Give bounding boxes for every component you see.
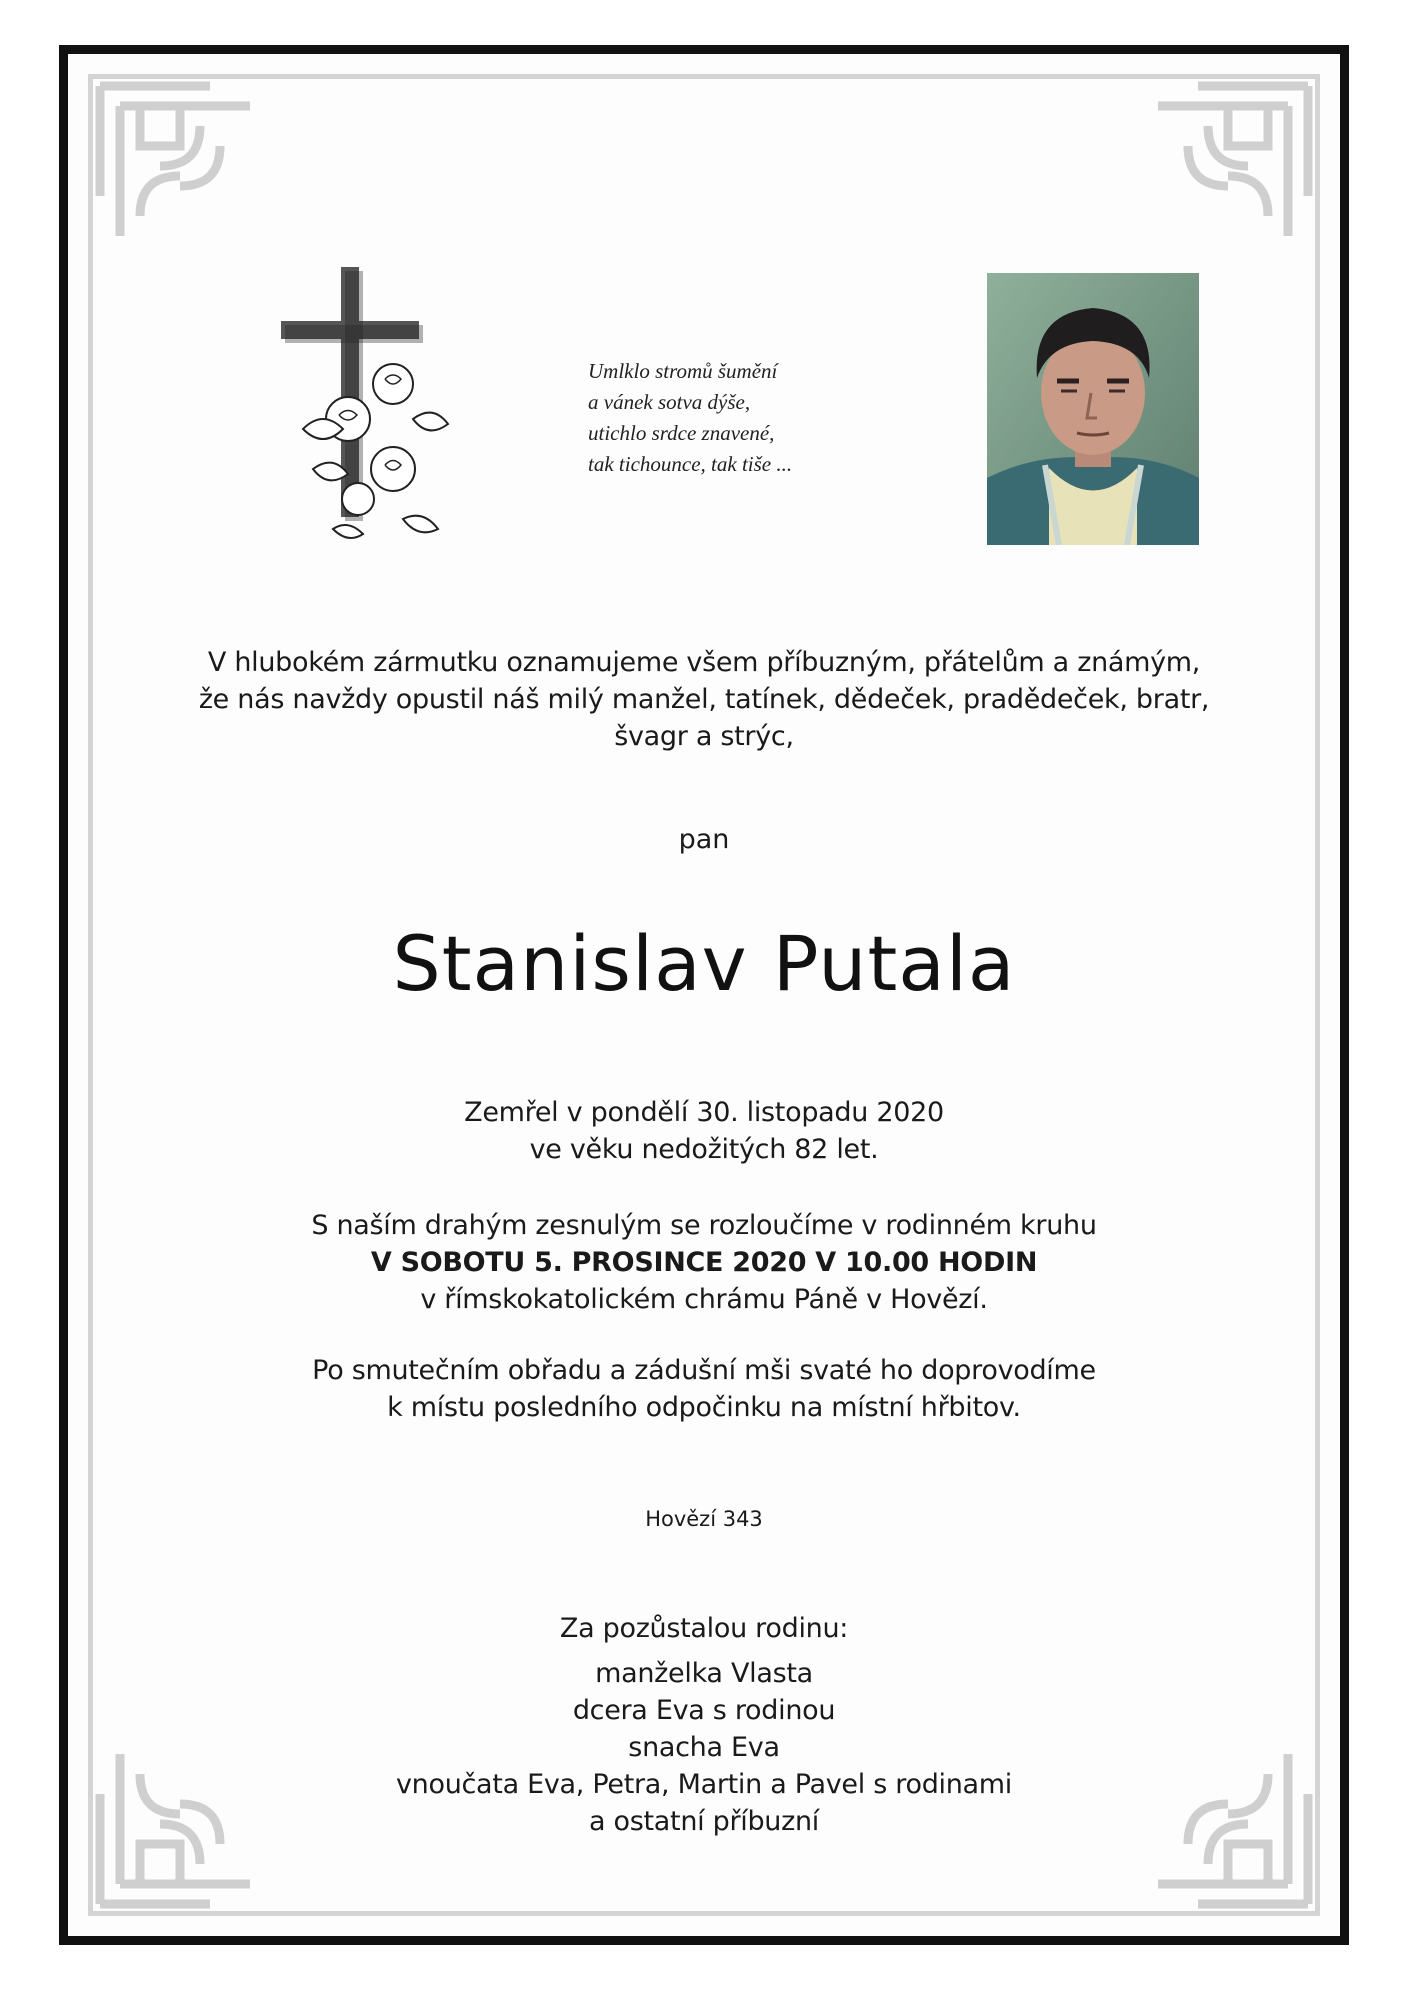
family-member: a ostatní příbuzní xyxy=(588,1806,819,1837)
family-member: vnoučata Eva, Petra, Martin a Pavel s rodinami xyxy=(395,1769,1013,1800)
family-member: snacha Eva xyxy=(628,1732,780,1763)
poem xyxy=(588,356,908,480)
poem-line: Umlklo stromů šumění xyxy=(588,359,778,383)
death-line: ve věku nedožitých 82 let. xyxy=(529,1134,879,1165)
honorific: pan xyxy=(678,824,730,855)
poem-line: utichlo srdce znavené, xyxy=(588,421,775,445)
funeral-info xyxy=(68,1207,1340,1318)
family-member: dcera Eva s rodinou xyxy=(572,1695,836,1726)
corner-ornament-top-right xyxy=(1138,76,1318,256)
death-line: Zemřel v pondělí 30. listopadu 2020 xyxy=(464,1097,944,1128)
family-signatures xyxy=(68,1610,1340,1840)
intro-line: švagr a strýc, xyxy=(614,721,794,752)
poem-line: tak tichounce, tak tiše ... xyxy=(588,452,793,476)
funeral-place: v římskokatolickém chrámu Páně v Hovězí. xyxy=(420,1284,988,1315)
notice-frame xyxy=(59,45,1349,1945)
funeral-line: S naším drahým zesnulým se rozloučíme v rodinném kruhu xyxy=(311,1210,1097,1241)
address: Hovězí 343 xyxy=(645,1507,763,1531)
funeral-date-time: V SOBOTU 5. PROSINCE 2020 V 10.00 HODIN xyxy=(370,1247,1038,1278)
burial-line: k místu posledního odpočinku na místní hřbitov. xyxy=(387,1392,1021,1423)
intro-line: V hlubokém zármutku oznamujeme všem příbuzným, přátelům a známým, xyxy=(207,647,1201,678)
intro-line: že nás navždy opustil náš milý manžel, tatínek, dědeček, pradědeček, bratr, xyxy=(198,684,1210,715)
death-info xyxy=(68,1094,1340,1168)
family-heading: Za pozůstalou rodinu: xyxy=(559,1613,849,1644)
cross-with-roses-icon xyxy=(273,259,453,549)
poem-line: a vánek sotva dýše, xyxy=(588,390,751,414)
announcement-intro xyxy=(68,644,1340,755)
portrait-photo xyxy=(987,273,1199,545)
burial-line: Po smutečním obřadu a zádušní mši svaté ho doprovodíme xyxy=(312,1355,1096,1386)
deceased-name: Stanislav Putala xyxy=(392,919,1016,1008)
burial-info xyxy=(68,1352,1340,1426)
corner-ornament-top-left xyxy=(90,76,270,256)
family-member: manželka Vlasta xyxy=(595,1658,813,1689)
